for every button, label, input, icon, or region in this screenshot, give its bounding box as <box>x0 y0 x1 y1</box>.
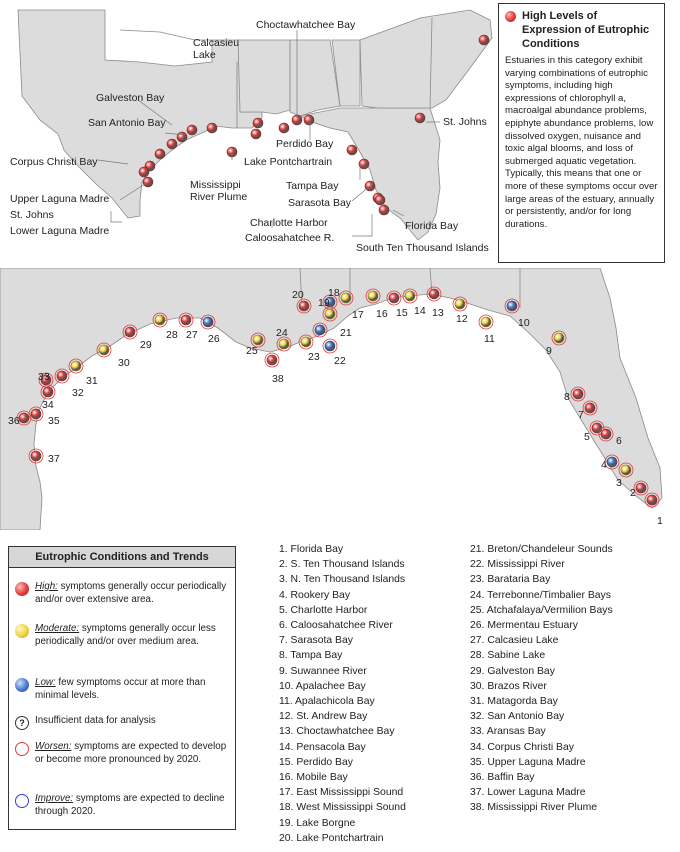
legend-item-moderate <box>15 623 231 648</box>
estuary-number-5: 5 <box>584 431 590 443</box>
label-upper-laguna-madre: Upper Laguna Madre <box>10 193 110 205</box>
estuary-list-item-29: 29. Galveston Bay <box>470 665 555 677</box>
estuary-number-14: 14 <box>414 305 426 317</box>
estuary-list-item-25: 25. Atchafalaya/Vermilion Bays <box>470 604 613 616</box>
estuary-list-item-36: 36. Baffin Bay <box>470 772 535 784</box>
estuary-marker-27-high <box>181 315 191 325</box>
label-florida-bay: Florida Bay <box>405 220 459 232</box>
label-st-johns-2: St. Johns <box>10 209 54 221</box>
estuary-list-item-21: 21. Breton/Chandeleur Sounds <box>470 544 613 555</box>
estuary-list-item-6: 6. Caloosahatchee River <box>279 620 393 632</box>
estuary-number-23: 23 <box>308 351 320 363</box>
estuary-list-item-34: 34. Corpus Christi Bay <box>470 741 574 753</box>
label-perdido-bay: Perdido Bay <box>276 138 334 150</box>
estuary-marker-34-high <box>43 387 53 397</box>
estuary-marker-28-moderate <box>155 315 165 325</box>
estuary-list-item-3: 3. N. Ten Thousand Islands <box>279 574 406 586</box>
legend-item-worsen <box>15 741 231 766</box>
estuary-number-15: 15 <box>396 307 408 319</box>
legend-low-text <box>35 677 231 702</box>
estuary-marker-21-low <box>315 325 325 335</box>
estuary-number-16: 16 <box>376 308 388 320</box>
estuary-number-30: 30 <box>118 357 130 369</box>
estuary-marker-4-low <box>607 457 617 467</box>
high-marker-16 <box>359 159 369 169</box>
legend-box <box>8 546 236 830</box>
high-marker-15 <box>347 145 357 155</box>
label-caloosahatchee-r: Caloosahatchee R. <box>245 232 335 244</box>
estuary-list-item-32: 32. San Antonio Bay <box>470 711 565 723</box>
high-marker-12 <box>139 167 149 177</box>
estuary-list-item-10: 10. Apalachee Bay <box>279 680 366 692</box>
estuary-list-item-24: 24. Terrebonne/Timbalier Bays <box>470 589 611 601</box>
estuary-marker-10-low <box>507 301 517 311</box>
estuary-marker-23-moderate <box>301 337 311 347</box>
estuary-list-item-26: 26. Mermentau Estuary <box>470 620 578 632</box>
high-marker-5 <box>251 129 261 139</box>
estuary-marker-12-moderate <box>455 299 465 309</box>
gulf-coast-map <box>0 268 680 530</box>
estuary-list-item-2: 2. S. Ten Thousand Islands <box>279 559 405 571</box>
info-box-text: Estuaries in this category exhibit varying combinations of eutrophic symptoms, including high expressions of chlorophyll a, macroalgal abundance problems, epiphyte abundance problems, low dissolved oxygen, nuisance and toxic algal blooms, and loss of submerged aquatic vegetation. Typically, this means that one or more of these symptoms occur over large areas of the estuary, annually or persistently, and/or for long durations. <box>505 55 658 230</box>
high-marker-20 <box>375 195 385 205</box>
estuary-marker-7-high <box>585 403 595 413</box>
estuary-marker-5-high <box>592 423 602 433</box>
estuary-number-37: 37 <box>48 453 60 465</box>
estuary-number-35: 35 <box>48 415 60 427</box>
estuary-marker-36-high <box>19 413 29 423</box>
estuary-number-12: 12 <box>456 313 468 325</box>
high-marker-22 <box>479 35 489 45</box>
estuary-number-34: 34 <box>42 399 54 411</box>
estuary-number-22: 22 <box>334 355 346 367</box>
label-st-johns: St. Johns <box>443 116 487 128</box>
estuary-number-9: 9 <box>546 345 552 357</box>
estuary-marker-20-high <box>299 301 309 311</box>
estuary-number-7: 7 <box>578 409 584 421</box>
estuary-list-item-33: 33. Aransas Bay <box>470 726 546 738</box>
estuary-marker-26-low <box>203 317 213 327</box>
estuary-marker-25-moderate <box>253 335 263 345</box>
legend-worsen-key: Worsen: <box>35 741 72 752</box>
label-south-ten-thousand-islands: South Ten Thousand Islands <box>356 242 489 254</box>
legend-low-desc: few symptoms occur at more than minimal levels. <box>35 677 206 701</box>
legend-low-key: Low: <box>35 677 56 688</box>
high-marker-3 <box>279 123 289 133</box>
estuary-marker-17-moderate <box>341 293 351 303</box>
legend-moderate-desc: symptoms generally occur less periodically and/or over medium area. <box>35 623 216 647</box>
high-marker-19 <box>379 205 389 215</box>
estuary-list-item-15: 15. Perdido Bay <box>279 756 353 768</box>
high-marker-14 <box>177 132 187 142</box>
estuary-number-10: 10 <box>518 317 530 329</box>
estuary-list-item-28: 28. Sabine Lake <box>470 650 546 662</box>
estuary-list-item-31: 31. Matagorda Bay <box>470 696 558 708</box>
label-charlotte-harbor: Charlotte Harbor <box>250 217 328 229</box>
estuary-marker-37-high <box>31 451 41 461</box>
label-corpus-christi-bay: Corpus Christi Bay <box>10 156 98 168</box>
estuary-marker-11-moderate <box>481 317 491 327</box>
moderate-marker-icon <box>15 624 29 638</box>
estuary-list-item-16: 16. Mobile Bay <box>279 772 348 784</box>
label-tampa-bay: Tampa Bay <box>286 180 339 192</box>
estuary-number-13: 13 <box>432 307 444 319</box>
estuary-marker-13-high <box>429 289 439 299</box>
high-marker-icon <box>15 582 29 596</box>
high-marker-8 <box>187 125 197 135</box>
label-calcasieu-line1: Calcasieu <box>193 37 240 49</box>
label-mrp-line1: Mississippi <box>190 179 241 191</box>
estuary-list-item-9: 9. Suwannee River <box>279 665 367 677</box>
question-mark-icon: ? <box>15 716 29 730</box>
legend-moderate-text <box>35 623 231 648</box>
legend-item-insufficient <box>15 715 231 730</box>
estuary-list-item-20: 20. Lake Pontchartrain <box>279 832 384 844</box>
estuary-number-19: 19 <box>318 297 330 309</box>
estuary-number-36: 36 <box>8 415 20 427</box>
estuary-list-item-1: 1. Florida Bay <box>279 544 344 555</box>
estuary-number-26: 26 <box>208 333 220 345</box>
estuary-number-20: 20 <box>292 289 304 301</box>
estuary-marker-22-low <box>325 341 335 351</box>
estuary-marker-2-high <box>636 483 646 493</box>
label-choctawhatchee-bay: Choctawhatchee Bay <box>256 19 356 31</box>
estuary-marker-35-high <box>31 409 41 419</box>
estuary-number-8: 8 <box>564 391 570 403</box>
estuary-list-item-13: 13. Choctawhatchee Bay <box>279 726 395 738</box>
label-mississippi-river-plume <box>190 179 247 203</box>
high-marker-icon <box>505 11 516 22</box>
estuary-list-item-4: 4. Rookery Bay <box>279 589 351 601</box>
top-inset-map <box>0 0 500 268</box>
estuary-list-item-37: 37. Lower Laguna Madre <box>470 787 586 799</box>
estuary-number-17: 17 <box>352 309 364 321</box>
estuary-marker-1-high <box>647 495 657 505</box>
estuary-marker-14-moderate <box>405 291 415 301</box>
estuary-list-item-7: 7. Sarasota Bay <box>279 635 353 647</box>
estuary-marker-38-high <box>267 355 277 365</box>
estuary-number-33: 33 <box>38 371 50 383</box>
estuary-number-29: 29 <box>140 339 152 351</box>
estuary-list-column-1 <box>279 542 406 846</box>
legend-high-text <box>35 581 231 606</box>
estuary-number-18: 18 <box>328 287 340 299</box>
estuary-list-item-14: 14. Pensacola Bay <box>279 741 366 753</box>
estuary-marker-16-moderate <box>368 291 378 301</box>
label-galveston-bay: Galveston Bay <box>96 92 165 104</box>
estuary-list-item-19: 19. Lake Borgne <box>279 817 356 829</box>
estuary-list-item-38: 38. Mississippi River Plume <box>470 802 598 814</box>
label-sarasota-bay: Sarasota Bay <box>288 197 352 209</box>
estuary-list-item-11: 11. Apalachicola Bay <box>279 696 375 708</box>
high-levels-info-box <box>498 3 665 263</box>
legend-title: Eutrophic Conditions and Trends <box>9 547 235 568</box>
high-marker-9 <box>167 139 177 149</box>
estuary-list-item-18: 18. West Mississippi Sound <box>279 802 406 814</box>
estuary-list-item-27: 27. Calcasieu Lake <box>470 635 559 647</box>
estuary-number-4: 4 <box>601 459 607 471</box>
estuary-number-11: 11 <box>484 333 495 345</box>
estuary-marker-8-high <box>573 389 583 399</box>
estuary-number-25: 25 <box>246 345 258 357</box>
estuary-number-1: 1 <box>657 515 663 527</box>
legend-insufficient-text: Insufficient data for analysis <box>35 715 156 726</box>
estuary-number-38: 38 <box>272 373 284 385</box>
worsen-ring-icon <box>15 742 29 756</box>
label-calcasieu-line2: Lake <box>193 49 216 61</box>
legend-worsen-desc: symptoms are expected to develop or become more pronounced by 2020. <box>35 741 227 765</box>
estuary-number-6: 6 <box>616 435 622 447</box>
estuary-marker-29-high <box>125 327 135 337</box>
label-mrp-line2: River Plume <box>190 191 248 203</box>
estuary-list-item-5: 5. Charlotte Harbor <box>279 604 368 616</box>
estuary-number-24: 24 <box>276 327 288 339</box>
estuary-marker-24-moderate <box>279 339 289 349</box>
high-marker-21 <box>415 113 425 123</box>
estuary-marker-6-high <box>601 429 611 439</box>
estuary-marker-3-moderate <box>621 465 631 475</box>
legend-improve-desc: symptoms are expected to decline through 2020. <box>35 793 225 817</box>
estuary-list-item-35: 35. Upper Laguna Madre <box>470 756 586 768</box>
info-box-title: High Levels of Expression of Eutrophic Conditions <box>522 10 650 50</box>
estuary-marker-32-high <box>57 371 67 381</box>
legend-improve-key: Improve: <box>35 793 74 804</box>
legend-moderate-key: Moderate: <box>35 623 80 634</box>
legend-item-high <box>15 581 231 606</box>
estuary-marker-15-high <box>389 293 399 303</box>
high-marker-7 <box>207 123 217 133</box>
estuary-list-item-17: 17. East Mississippi Sound <box>279 787 404 799</box>
improve-ring-icon <box>15 794 29 808</box>
high-marker-2 <box>304 115 314 125</box>
estuary-number-3: 3 <box>616 477 622 489</box>
estuary-marker-31-moderate <box>71 361 81 371</box>
estuary-number-21: 21 <box>340 327 352 339</box>
label-lake-pontchartrain: Lake Pontchartrain <box>244 156 333 168</box>
estuary-number-32: 32 <box>72 387 84 399</box>
estuary-number-31: 31 <box>86 375 98 387</box>
estuary-list-item-8: 8. Tampa Bay <box>279 650 343 662</box>
legend-item-improve <box>15 793 231 818</box>
estuary-number-27: 27 <box>186 329 198 341</box>
low-marker-icon <box>15 678 29 692</box>
estuary-marker-9-moderate <box>554 333 564 343</box>
estuary-list-item-12: 12. St. Andrew Bay <box>279 711 368 723</box>
label-lower-laguna-madre: Lower Laguna Madre <box>10 225 110 237</box>
estuary-list-item-23: 23. Barataria Bay <box>470 574 551 586</box>
high-marker-10 <box>155 149 165 159</box>
estuary-list-column-2 <box>470 542 613 816</box>
legend-high-key: High: <box>35 581 58 592</box>
legend-improve-text <box>35 793 231 818</box>
estuary-marker-19-moderate <box>325 309 335 319</box>
estuary-number-28: 28 <box>166 329 178 341</box>
legend-item-low <box>15 677 231 702</box>
high-marker-4 <box>253 118 263 128</box>
label-san-antonio-bay: San Antonio Bay <box>88 117 166 129</box>
legend-high-desc: symptoms generally occur periodically and/or over extensive area. <box>35 581 227 605</box>
legend-worsen-text <box>35 741 231 766</box>
estuary-list-item-22: 22. Mississippi River <box>470 559 565 571</box>
estuary-number-2: 2 <box>630 487 636 499</box>
estuary-list-item-30: 30. Brazos River <box>470 680 547 692</box>
estuary-marker-30-moderate <box>99 345 109 355</box>
